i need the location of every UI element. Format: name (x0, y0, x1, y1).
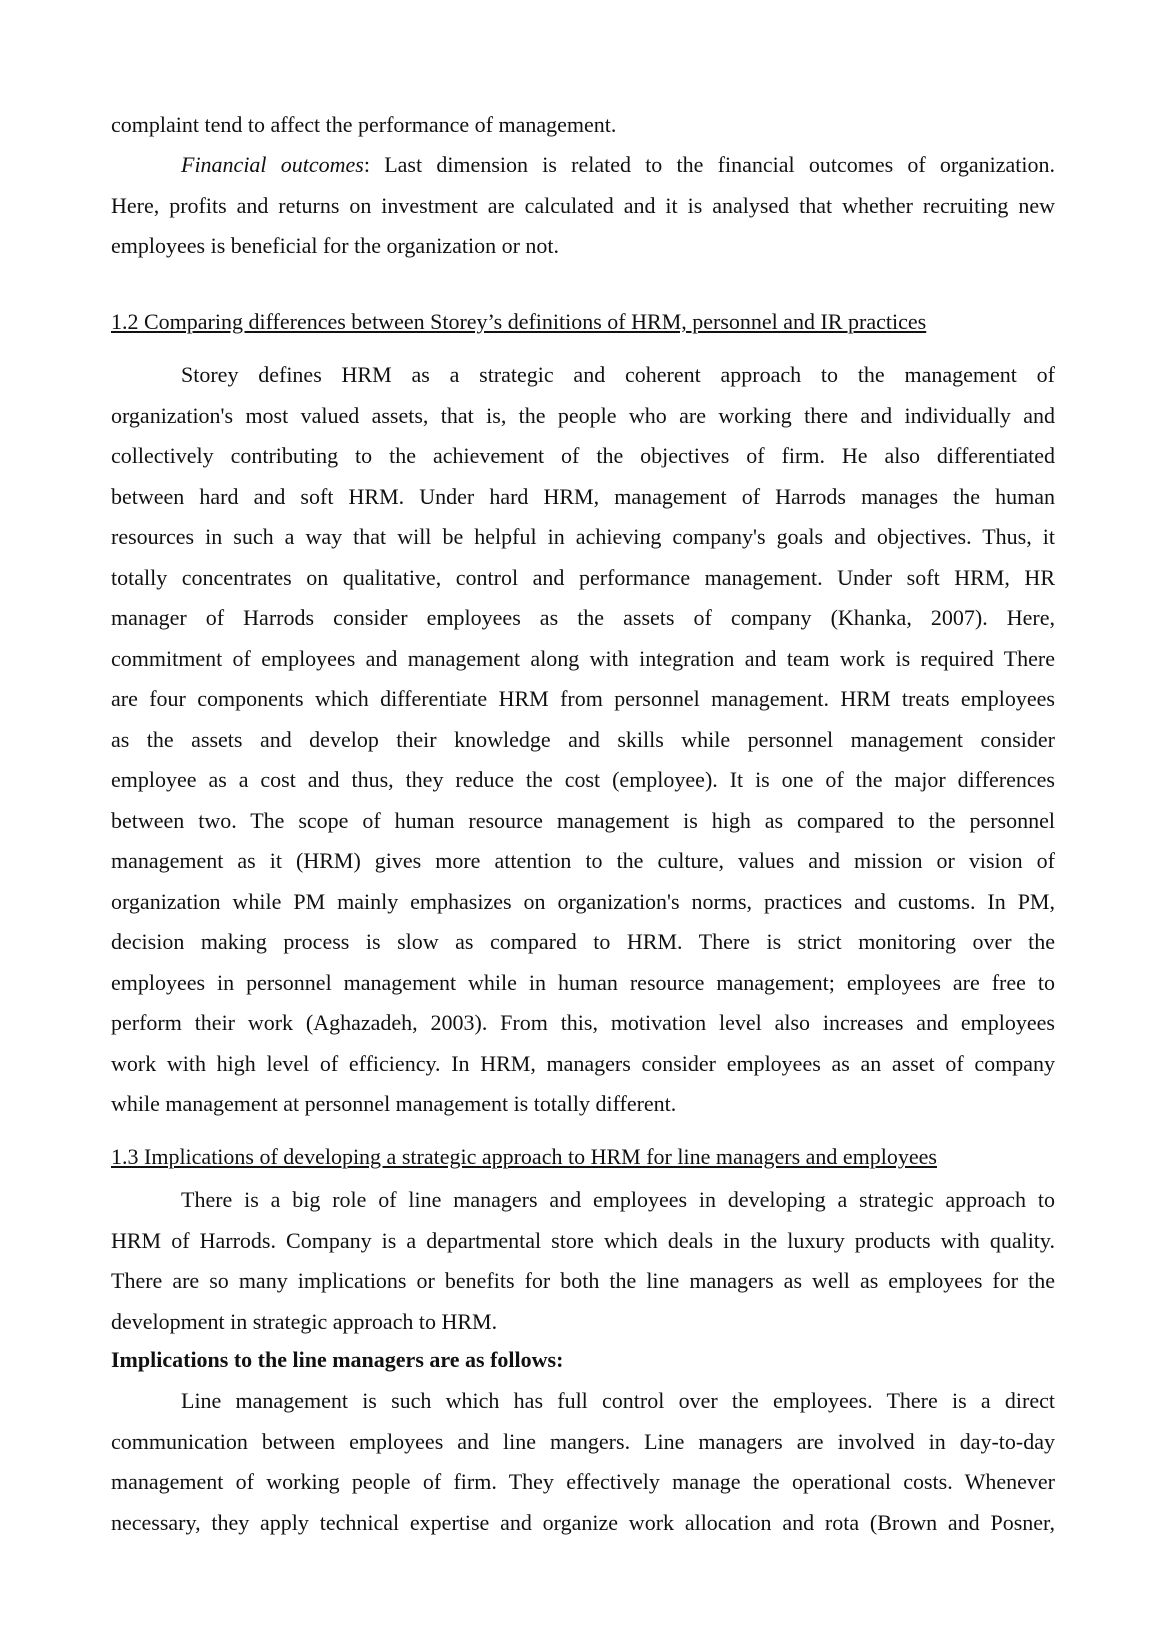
text-line: necessary, they apply technical expertise and organize work allocation and rota (Brown and Posner, (111, 1509, 1055, 1535)
text-line: between hard and soft HRM. Under hard HRM, management of Harrods manages the human (111, 483, 1055, 509)
text-line: manager of Harrods consider employees as the assets of company (Khanka, 2007). Here, (111, 605, 1055, 630)
text-line: organization's most valued assets, that is, the people who are working there and individually and (111, 402, 1055, 428)
text-line: between two. The scope of human resource management is high as compared to the personnel (111, 807, 1055, 833)
text-span: : Last dimension is related to the financial outcomes of organization. (363, 152, 1055, 177)
text-line (111, 145, 1055, 186)
section-heading-1-2 (111, 302, 1055, 343)
term-financial-outcomes: Financial outcomes (181, 152, 364, 177)
paragraph-financial-outcomes (111, 145, 1055, 267)
subheading-text: Implications to the line managers are as follows: (111, 1347, 564, 1372)
text-line: complaint tend to affect the performance of management. (111, 112, 617, 137)
text-line: management as it (HRM) gives more attention to the culture, values and mission or vision of (111, 848, 1055, 873)
text-line: employee as a cost and thus, they reduce the cost (employee). It is one of the major differences (111, 767, 1055, 792)
text-line: Here, profits and returns on investment are calculated and it is analysed that whether recruiting new (111, 192, 1055, 218)
text-line: HRM of Harrods. Company is a departmental store which deals in the luxury products with quality. (111, 1227, 1055, 1253)
heading-text: 1.3 Implications of developing a strategic approach to HRM for line managers and employees (111, 1144, 937, 1169)
text-line: decision making process is slow as compared to HRM. There is strict monitoring over the (111, 929, 1055, 954)
text-line: are four components which differentiate HRM from personnel management. HRM treats employees (111, 686, 1055, 711)
paragraph-intro-end (111, 105, 1055, 146)
text-line: as the assets and develop their knowledge and skills while personnel management consider (111, 726, 1055, 752)
section-heading-1-3 (111, 1137, 1055, 1178)
heading-text: 1.2 Comparing differences between Storey’s definitions of HRM, personnel and IR practices (111, 309, 927, 334)
text-line: collectively contributing to the achievement of the objectives of firm. He also differentiated (111, 443, 1055, 468)
text-line: Line management is such which has full control over the employees. There is a direct (181, 1388, 1055, 1413)
text-line: development in strategic approach to HRM. (111, 1308, 498, 1334)
text-line: resources in such a way that will be helpful in achieving company's goals and objectives. Thus, it (111, 524, 1055, 549)
bold-subheading (111, 1340, 1055, 1381)
paragraph-storey (111, 355, 1055, 1125)
text-line: employees in personnel management while in human resource management; employees are free to (111, 969, 1055, 995)
text-line: perform their work (Aghazadeh, 2003). From this, motivation level also increases and employees (111, 1010, 1055, 1035)
text-line: work with high level of efficiency. In HRM, managers consider employees as an asset of company (111, 1050, 1055, 1076)
text-line: while management at personnel management is totally different. (111, 1091, 677, 1116)
text-line: commitment of employees and management along with integration and team work is required There (111, 645, 1055, 671)
text-line: organization while PM mainly emphasizes on organization's norms, practices and customs. In PM, (111, 888, 1055, 914)
text-line: There are so many implications or benefits for both the line managers as well as employees for the (111, 1268, 1055, 1293)
text-line: Storey defines HRM as a strategic and coherent approach to the management of (181, 362, 1055, 387)
paragraph-line-managers-role (111, 1180, 1055, 1342)
text-line: management of working people of firm. They effectively manage the operational costs. Whenever (111, 1469, 1055, 1494)
text-line: employees is beneficial for the organization or not. (111, 233, 560, 258)
text-line: totally concentrates on qualitative, control and performance management. Under soft HRM, HR (111, 564, 1055, 590)
text-line: There is a big role of line managers and employees in developing a strategic approach to (181, 1187, 1055, 1212)
paragraph-line-management (111, 1381, 1055, 1543)
text-line: communication between employees and line mangers. Line managers are involved in day-to-day (111, 1428, 1055, 1454)
